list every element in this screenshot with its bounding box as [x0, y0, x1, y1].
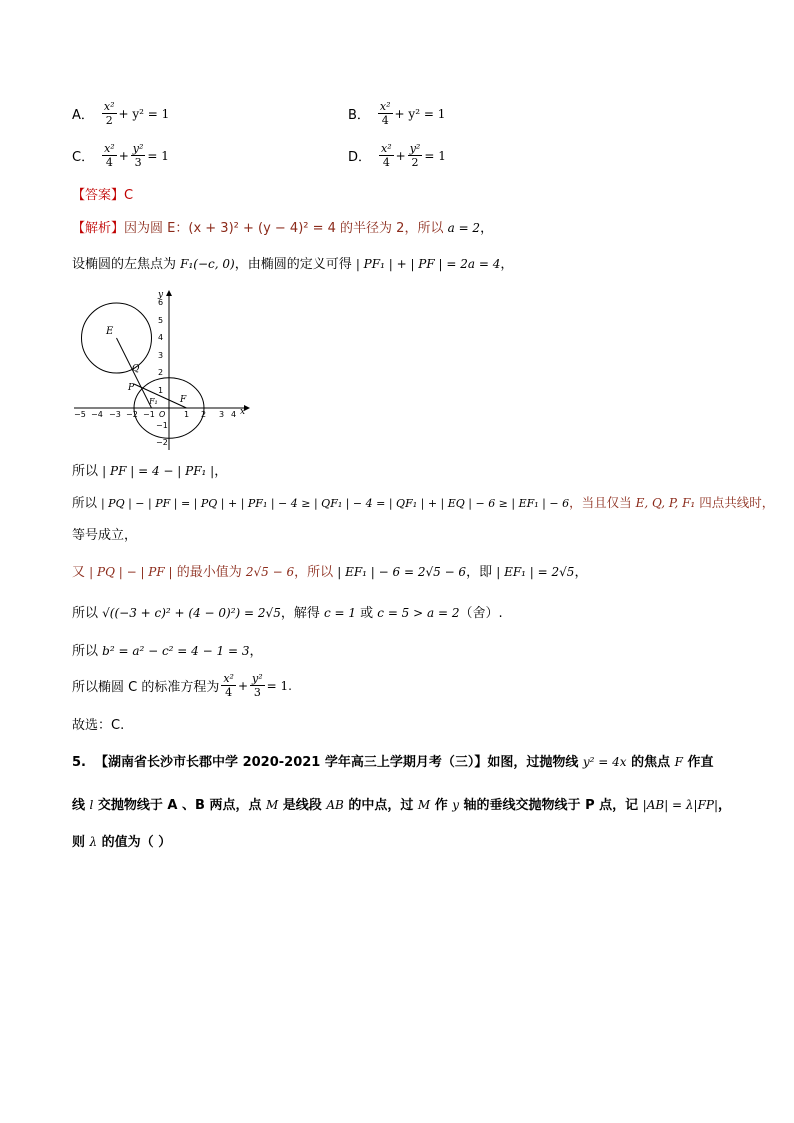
option-b-label: B． [348, 108, 370, 123]
text: 的值为（ ） [97, 835, 172, 850]
y-tick-label: 2 [158, 368, 164, 377]
answer-value: C [124, 188, 134, 203]
text: 的焦点 [626, 755, 675, 770]
fraction [250, 672, 265, 699]
circle-equation: E：(x + 3)² + (y − 4)² = 4 [167, 221, 336, 236]
numerator: x² [223, 672, 234, 685]
option-d [348, 142, 446, 169]
analysis-tag: 【解析】 [72, 221, 125, 236]
point-q-label: Q [132, 364, 140, 374]
y-tick-label: 4 [158, 333, 164, 342]
y-tick-label: −2 [156, 438, 168, 447]
x-tick-label: −2 [126, 410, 138, 419]
math: F₁(−c, 0) [180, 257, 235, 271]
analysis-line-9 [72, 672, 292, 699]
math: | PQ | − | PF | [89, 565, 173, 579]
y-axis-name: y [158, 290, 164, 300]
math: |AB| = λ|FP| [642, 798, 719, 812]
math: | EF₁ | = 2√5 [496, 565, 575, 579]
text: ， [574, 565, 588, 580]
coordinate-graph [72, 288, 252, 453]
math: y [452, 798, 460, 812]
option-d-label: D． [348, 150, 372, 165]
y-tick-label: 6 [158, 298, 164, 307]
text: ， [480, 221, 494, 236]
math: a = 2 [447, 221, 481, 235]
text: 所以 [72, 495, 101, 510]
x-tick-label: 2 [201, 410, 207, 419]
x-tick-label: 4 [231, 410, 237, 419]
point-f-label: F [180, 395, 187, 405]
text: 设椭圆的左焦点为 [72, 257, 181, 272]
text: 作直 [682, 755, 714, 770]
numerator: y² [409, 142, 421, 155]
numerator: x² [104, 142, 115, 155]
text: 如图，过抛物线 [487, 755, 583, 770]
denominator: 4 [105, 156, 113, 169]
text: 所以椭圆 C 的标准方程为 [72, 680, 220, 695]
math: M [265, 798, 279, 812]
x-tick-label: −3 [109, 410, 121, 419]
problem-source: 【湖南省长沙市长郡中学 2020-2021 学年高三上学期月考（三）】 [95, 755, 488, 770]
math: c = 5 > a = 2 [377, 606, 460, 620]
problem-5-line-3 [72, 832, 171, 853]
point-f1-label: F₁ [149, 397, 158, 406]
text: 所以 [72, 606, 103, 621]
text: 的半径为 2，所以 [335, 221, 448, 236]
text: ，解得 [280, 606, 324, 621]
text: 的最小值为 [172, 565, 246, 580]
text: 或 [356, 606, 378, 621]
fraction [102, 100, 117, 127]
plus-sign: + [118, 148, 129, 163]
text: ， [718, 798, 732, 813]
text: 所以 [72, 644, 103, 659]
numerator: y² [132, 142, 144, 155]
numerator: y² [252, 672, 263, 685]
fraction [378, 100, 393, 127]
plus-sign: + [237, 678, 249, 693]
x-tick-label: 3 [219, 410, 225, 419]
math: | EF₁ | − 6 = 2√5 − 6 [337, 565, 467, 579]
text: 交抛物线于 A 、B 两点，点 [93, 798, 266, 813]
analysis-line-10: 故选：C. [72, 718, 125, 733]
math: F [674, 755, 683, 769]
answer-tag: 【答案】 [72, 188, 125, 203]
option-c-label: C． [72, 150, 95, 165]
text: 轴的垂线交抛物线于 P 点，记 [459, 798, 643, 813]
text: ，即 [466, 565, 497, 580]
text: 又 [72, 565, 90, 580]
text: 线 [72, 798, 90, 813]
math: = 1. [266, 678, 292, 693]
text: ， [249, 644, 263, 659]
math: c = 1 [323, 606, 357, 620]
math: E, Q, P, F₁ [635, 496, 696, 510]
math: λ [89, 835, 98, 849]
analysis-line-5: 等号成立， [72, 528, 138, 543]
math: | PF₁ | + | PF | = 2a = 4 [355, 257, 501, 271]
y-tick-label: 5 [158, 316, 164, 325]
problem-5-line-1 [72, 752, 714, 773]
fraction [408, 142, 423, 169]
y-tick-label: −1 [156, 421, 168, 430]
option-a-rest: + y² = 1 [118, 106, 170, 121]
problem-5-line-2 [72, 795, 731, 816]
answer-line [72, 186, 133, 206]
analysis-line-3 [72, 461, 227, 482]
x-tick-label: −5 [74, 410, 86, 419]
point-e-label: E [106, 326, 114, 337]
math: | PQ | − | PF | = | PQ | + | PF₁ | − 4 ≥ | QF₁ | − 4 = | QF₁ | + | EQ | − 6 ≥ | EF₁ | − 6 [100, 497, 570, 510]
math: √((−3 + c)² + (4 − 0)²) = 2√5 [102, 606, 281, 620]
denominator: 4 [225, 686, 233, 699]
option-c-rest: = 1 [147, 148, 169, 163]
numerator: x² [379, 100, 391, 113]
x-axis-name: x [240, 407, 246, 417]
math: y² = 4x [582, 755, 627, 769]
analysis-line-1 [72, 218, 493, 239]
text: ，当且仅当 [569, 495, 636, 510]
text: （舍）. [459, 606, 503, 621]
analysis-line-2 [72, 254, 513, 275]
option-d-rest: = 1 [424, 148, 446, 163]
math: 2√5 − 6 [245, 565, 295, 579]
denominator: 2 [411, 156, 419, 169]
analysis-line-8 [72, 641, 262, 662]
text: 则 [72, 835, 90, 850]
numerator: x² [381, 142, 392, 155]
option-a-label: A． [72, 108, 94, 123]
fraction [131, 142, 146, 169]
point-p-label: P [128, 383, 135, 393]
plus-sign: + [395, 148, 406, 163]
math: b² = a² − c² = 4 − 1 = 3 [102, 644, 250, 658]
y-tick-labels [156, 298, 168, 447]
text: 作 [430, 798, 453, 813]
y-tick-label: 3 [158, 351, 164, 360]
x-tick-labels [74, 410, 236, 419]
numerator: x² [103, 100, 115, 113]
fraction [221, 672, 236, 699]
denominator: 3 [253, 686, 261, 699]
denominator: 2 [105, 114, 113, 127]
origin-label: O [159, 410, 166, 419]
math: l [89, 798, 94, 812]
text: ， [500, 257, 514, 272]
text: 是线段 [278, 798, 327, 813]
denominator: 3 [134, 156, 142, 169]
x-tick-label: 1 [184, 410, 190, 419]
option-b [348, 100, 445, 127]
text: 所以 [72, 464, 103, 479]
analysis-line-7 [72, 603, 503, 624]
math: | PF | = 4 − | PF₁ | [102, 464, 215, 478]
text: 的中点，过 [343, 798, 418, 813]
text: 因为圆 [124, 221, 168, 236]
x-tick-label: −1 [143, 410, 155, 419]
denominator: 4 [381, 114, 389, 127]
math: M [417, 798, 431, 812]
x-tick-label: −4 [91, 410, 103, 419]
fraction [379, 142, 394, 169]
analysis-line-6 [72, 562, 587, 583]
analysis-line-4 [72, 493, 774, 514]
text: 四点共线时， [695, 495, 775, 510]
math: AB [326, 798, 344, 812]
text: ， [214, 464, 228, 479]
denominator: 4 [382, 156, 390, 169]
y-tick-label: 1 [158, 386, 164, 395]
text: ，由椭圆的定义可得 [234, 257, 356, 272]
text: ，所以 [294, 565, 338, 580]
option-b-rest: + y² = 1 [394, 106, 446, 121]
option-c [72, 142, 169, 169]
option-a [72, 100, 169, 127]
y-axis-arrow [166, 290, 172, 296]
problem-number: 5. [72, 755, 86, 770]
fraction [102, 142, 117, 169]
